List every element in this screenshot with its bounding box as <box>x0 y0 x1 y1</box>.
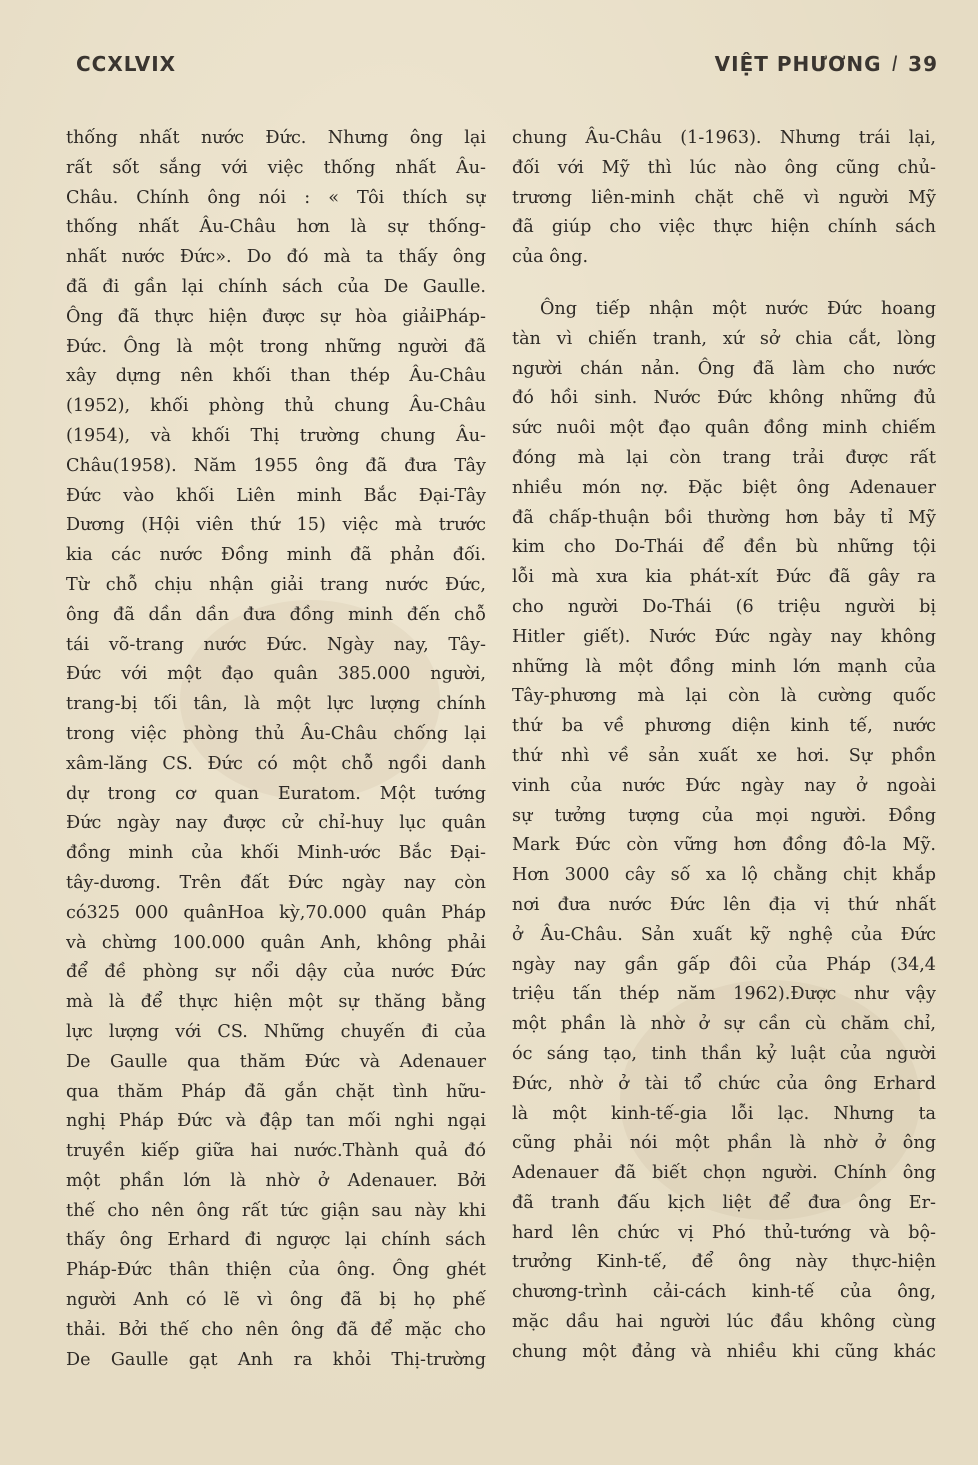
text-line: nhất nước Đức». Do đó mà ta thấy ông <box>66 247 486 268</box>
text-line: là một kinh-tế-gia lỗi lạc. Nhưng ta <box>512 1103 936 1124</box>
text-line: óc sáng tạo, tinh thần kỷ luật của người <box>512 1043 936 1064</box>
text-line: trưởng Kinh-tế, để ông này thực-hiện <box>512 1252 936 1273</box>
text-line: thế cho nên ông rất tức giận sau này khi <box>66 1200 486 1221</box>
header-separator: l <box>891 52 899 76</box>
text-line: có325 000 quânHoa kỳ,70.000 quân Pháp <box>66 902 486 923</box>
text-line: mà là để thực hiện một sự thăng bằng <box>66 992 486 1013</box>
text-line: thứ ba về phương diện kinh tế, nước <box>512 716 936 737</box>
text-line: kim cho Do-Thái để đền bù những tội <box>512 537 936 558</box>
text-line: nơi đưa nước Đức lên địa vị thứ nhất <box>512 894 936 915</box>
paragraph-1 <box>512 124 936 273</box>
running-head <box>715 52 938 76</box>
text-line: Hơn 3000 cây số xa lộ chằng chịt khắp <box>512 865 936 886</box>
text-line: (1954), và khối Thị trường chung Âu- <box>66 425 486 446</box>
text-line: nghị Pháp Đức và đập tan mối nghi ngại <box>66 1111 486 1132</box>
text-line: lực lượng với CS. Những chuyến đi của <box>66 1021 486 1042</box>
publication-title: VIỆT PHƯƠNG <box>714 52 882 76</box>
text-line: nhiều món nợ. Đặc biệt ông Adenauer <box>512 477 936 498</box>
text-line: Pháp-Đức thân thiện của ông. Ông ghét <box>66 1260 486 1281</box>
text-line: rất sốt sắng với việc thống nhất Âu- <box>66 157 486 178</box>
text-line: ngày nay gần gấp đôi của Pháp (34,4 <box>512 954 936 975</box>
text-line: tái võ-trang nước Đức. Ngày nay, Tây- <box>66 634 486 655</box>
text-line: Adenauer đã biết chọn người. Chính ông <box>512 1163 936 1184</box>
text-line: Ông đã thực hiện được sự hòa giảiPháp- <box>66 306 486 327</box>
text-line: đồng minh của khối Minh-ước Bắc Đại- <box>66 843 486 864</box>
chapter-label: CCXLVIX <box>76 52 177 76</box>
text-line: đã chấp-thuận bồi thường hơn bảy tỉ Mỹ <box>512 507 936 528</box>
text-line: triệu tấn thép năm 1962).Được như vậy <box>512 984 936 1005</box>
text-line: xây dựng nên khối than thép Âu-Châu <box>66 366 486 387</box>
text-line: trương liên-minh chặt chẽ vì người Mỹ <box>512 187 936 208</box>
text-line: và chừng 100.000 quân Anh, không phải <box>66 932 486 953</box>
left-text-column <box>66 124 486 1375</box>
text-line: dự trong cơ quan Euratom. Một tướng <box>66 783 486 804</box>
text-line: De Gaulle gạt Anh ra khỏi Thị-trường <box>66 1349 486 1370</box>
text-line: Đức, nhờ ở tài tổ chức của ông Erhard <box>512 1073 936 1094</box>
text-line: hard lên chức vị Phó thủ-tướng và bộ- <box>512 1222 936 1243</box>
text-line: của ông. <box>512 247 589 268</box>
text-line: một phần là nhờ ở sự cần cù chăm chỉ, <box>512 1014 936 1035</box>
text-line: truyền kiếp giữa hai nước.Thành quả đó <box>66 1141 486 1162</box>
text-line: cho người Do-Thái (6 triệu người bị <box>512 596 936 617</box>
text-line: ông đã dần dần đưa đồng minh đến chỗ <box>66 604 486 625</box>
text-line: đối với Mỹ thì lúc nào ông cũng chủ- <box>512 157 936 178</box>
text-line: vinh của nước Đức ngày nay ở ngoài <box>512 775 936 796</box>
text-line: Châu(1958). Năm 1955 ông đã đưa Tây <box>66 455 486 476</box>
text-line: Dương (Hội viên thứ 15) việc mà trước <box>66 515 486 536</box>
text-line: người chán nản. Ông đã làm cho nước <box>512 358 936 379</box>
text-line: lỗi mà xưa kia phát-xít Đức đã gây ra <box>512 567 936 588</box>
text-line: Tây-phương mà lại còn là cường quốc <box>512 686 936 707</box>
text-line: tàn vì chiến tranh, xứ sở chia cắt, lòng <box>512 328 936 349</box>
text-line: Đức. Ông là một trong những người đã <box>66 336 486 357</box>
text-line: Ông tiếp nhận một nước Đức hoang <box>540 298 936 319</box>
text-line: chung Âu-Châu (1-1963). Nhưng trái lại, <box>512 128 936 148</box>
text-line: đó hồi sinh. Nước Đức không những đủ <box>512 388 936 409</box>
text-line: một phần lớn là nhờ ở Adenauer. Bởi <box>66 1170 486 1191</box>
text-line: Hitler giết). Nước Đức ngày nay không <box>512 626 936 647</box>
text-line: đóng mà lại còn trang trải được rất <box>512 447 936 468</box>
page-header <box>0 48 978 84</box>
text-line: thống nhất nước Đức. Nhưng ông lại <box>66 128 486 148</box>
text-line: cũng phải nói một phần là nhờ ở ông <box>512 1133 936 1154</box>
right-text-column <box>512 124 936 1368</box>
text-line: trang-bị tối tân, là một lực lượng chính <box>66 694 486 715</box>
text-line: Từ chỗ chịu nhận giải trang nước Đức, <box>66 574 486 595</box>
text-line: Đức với một đạo quân 385.000 người, <box>66 664 486 685</box>
text-line: đã tranh đấu kịch liệt để đưa ông Er- <box>512 1192 936 1213</box>
text-line: những là một đồng minh lớn mạnh của <box>512 656 936 677</box>
paragraph-2 <box>512 295 936 1368</box>
text-line: thải. Bởi thế cho nên ông đã để mặc cho <box>66 1319 486 1340</box>
text-line: thấy ông Erhard đi ngược lại chính sách <box>66 1230 486 1251</box>
page-number: 39 <box>908 52 938 76</box>
text-line: De Gaulle qua thăm Đức và Adenauer <box>66 1051 486 1072</box>
text-line: chung một đảng và nhiều khi cũng khác <box>512 1341 936 1362</box>
text-line: người Anh có lẽ vì ông đã bị họ phế <box>66 1290 486 1311</box>
text-line: Châu. Chính ông nói : « Tôi thích sự <box>66 187 486 208</box>
text-line: chương-trình cải-cách kinh-tế của ông, <box>512 1282 936 1303</box>
text-line: để đề phòng sự nổi dậy của nước Đức <box>66 962 486 983</box>
text-line: Mark Đức còn vững hơn đồng đô-la Mỹ. <box>512 835 936 856</box>
text-line: thứ nhì về sản xuất xe hơi. Sự phồn <box>512 745 936 766</box>
text-line: sự tưởng tượng của mọi người. Đồng <box>512 805 936 826</box>
text-line: ở Âu-Châu. Sản xuất kỹ nghệ của Đức <box>512 924 936 945</box>
text-line: qua thăm Pháp đã gắn chặt tình hữu- <box>66 1081 486 1102</box>
text-line: kia các nước Đồng minh đã phản đối. <box>66 545 486 566</box>
text-line: (1952), khối phòng thủ chung Âu-Châu <box>66 396 486 417</box>
text-line: mặc dầu hai người lúc đầu không cùng <box>512 1312 936 1333</box>
text-line: đã giúp cho việc thực hiện chính sách <box>512 217 936 238</box>
text-line: đã đi gần lại chính sách của De Gaulle. <box>66 276 486 297</box>
text-line: tây-dương. Trên đất Đức ngày nay còn <box>66 872 486 893</box>
text-line: Đức vào khối Liên minh Bắc Đại-Tây <box>66 485 486 506</box>
text-line: xâm-lăng CS. Đức có một chỗ ngồi danh <box>66 753 486 774</box>
text-line: trong việc phòng thủ Âu-Châu chống lại <box>66 723 486 744</box>
text-line: Đức ngày nay được cử chỉ-huy lục quân <box>66 813 486 834</box>
text-line: sức nuôi một đạo quân đồng minh chiếm <box>512 418 936 439</box>
text-line: thống nhất Âu-Châu hơn là sự thống- <box>66 217 486 238</box>
